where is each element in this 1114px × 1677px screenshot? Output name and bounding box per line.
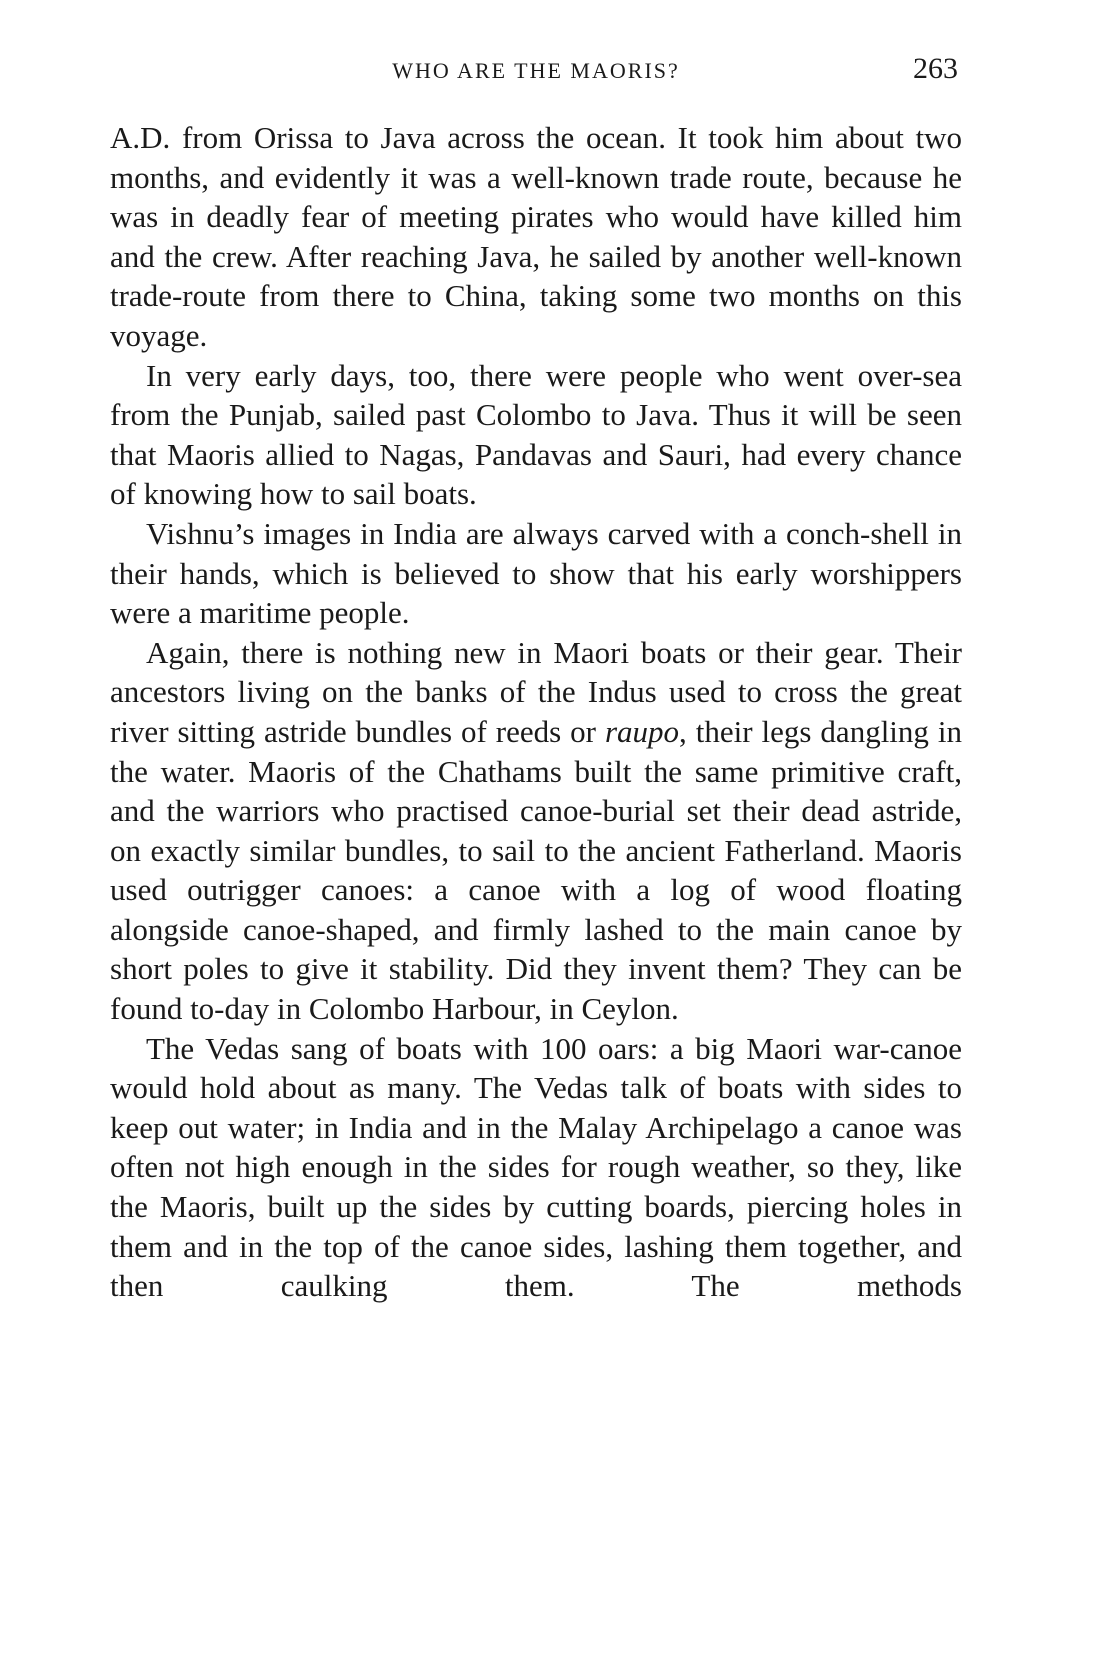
paragraph-maori-boats — [110, 633, 962, 1029]
running-title: WHO ARE THE MAORIS? — [392, 58, 680, 83]
paragraph-text: , their legs dangling in the water. Maoris of the Chathams built the same primitive craft, and the warriors who practised canoe-burial set their dead astride, on exactly similar bundles, to sail to the ancient Fatherland. Maoris used outrigger canoes: a canoe with a log of wood floating alongside canoe-shaped, and firmly lashed to the main canoe by short poles to give it stability. Did they invent them? They can be found to-day in Colombo Harbour, in Ceylon. — [110, 713, 963, 1027]
paragraph-continued: A.D. from Orissa to Java across the ocean. It took him about two months, and evidently it was a well-known trade route, because he was in deadly fear of meeting pirates who would have killed him and the crew. After reaching Java, he sailed by another well-known trade-route from there to China, taking some two months on this voyage. — [110, 120, 962, 353]
italic-term: raupo — [604, 713, 680, 749]
paragraph-vedas: The Vedas sang of boats with 100 oars: a big Maori war-canoe would hold about as many. The Vedas talk of boats with sides to keep out water; in India and in the Malay Archipelago a canoe was often not high enough in the sides for rough weather, so they, like the Maoris, built up the sides by cutting boards, piercing holes in them and in the top of the canoe sides, lashing them together, and then caulking them. The methods — [110, 1030, 962, 1304]
book-page — [110, 0, 962, 1677]
paragraph-text: Again, there is nothing new in Maori boats or their gear. Their ancestors living on the banks of the Indus used to cross the great river sitting astride bundles of reeds or — [110, 634, 962, 749]
paragraph-punjab: In very early days, too, there were people who went over-sea from the Punjab, sailed past Colombo to Java. Thus it will be seen that Maoris allied to Nagas, Pandavas and Sauri, had every chance of knowing how to sail boats. — [110, 357, 962, 512]
running-head — [110, 52, 962, 92]
paragraph-vishnu: Vishnu’s images in India are always carved with a conch-shell in their hands, which is believed to show that his early worshippers were a maritime people. — [110, 515, 962, 631]
body-text — [110, 118, 962, 1306]
page-number: 263 — [913, 52, 958, 85]
